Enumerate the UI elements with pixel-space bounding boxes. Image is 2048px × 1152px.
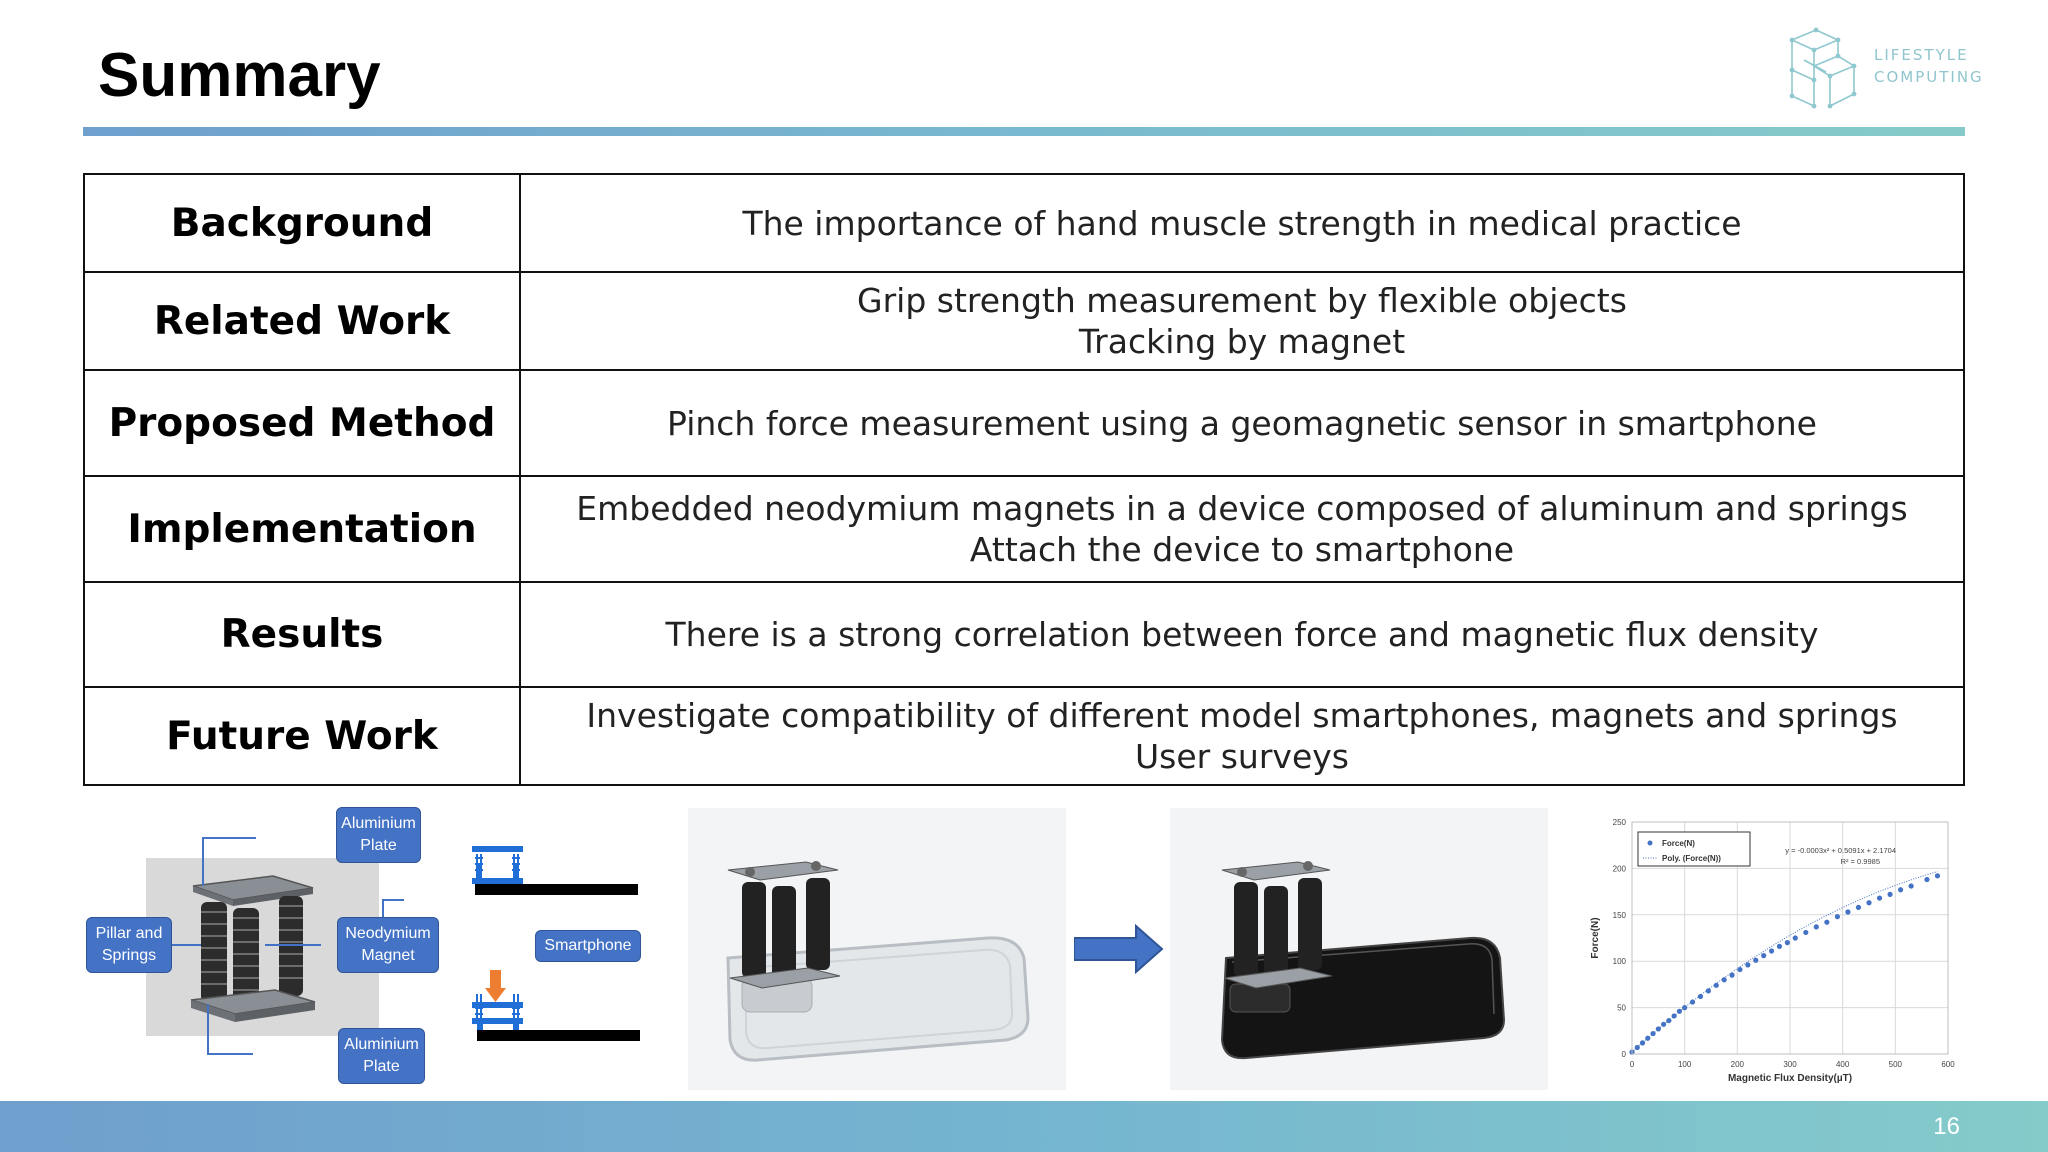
data-point: [1645, 1036, 1650, 1041]
aluminium-plate-top-label: [336, 807, 421, 863]
description-line: Tracking by magnet: [1078, 322, 1406, 361]
lifestyle-computing-logo: [1782, 26, 1984, 112]
device-diagram: [83, 804, 653, 1090]
data-point: [1682, 1005, 1687, 1010]
row-label: Related Work: [84, 272, 520, 370]
description-line: User surveys: [1135, 737, 1349, 776]
data-point: [1753, 958, 1758, 963]
description-line: Pinch force measurement using a geomagnetic sensor in smartphone: [667, 403, 1817, 443]
table-row-results: [84, 582, 1964, 687]
pillar-springs-label: [86, 917, 172, 973]
chart-equation: y = -0.0003x² + 0.5091x + 2.1704: [1785, 846, 1896, 855]
data-point: [1666, 1018, 1671, 1023]
y-tick-label: 0: [1621, 1050, 1626, 1059]
description-line: There is a strong correlation between force and magnetic flux density: [665, 615, 1819, 654]
x-tick-label: 100: [1677, 1060, 1692, 1069]
table-row-implementation: [84, 476, 1964, 582]
row-description: [520, 174, 1964, 272]
x-tick-label: 200: [1730, 1060, 1745, 1069]
chart-legend: [1638, 832, 1750, 866]
row-description: [520, 476, 1964, 582]
label-line: Plate: [363, 1058, 400, 1075]
table-row-background: [84, 174, 1964, 272]
data-point: [1690, 999, 1695, 1004]
label-line: Aluminium: [344, 1036, 419, 1053]
x-tick-label: 600: [1941, 1060, 1955, 1069]
data-point: [1935, 873, 1940, 878]
data-point: [1866, 900, 1871, 905]
cube-logo-icon: [1782, 26, 1862, 110]
label-line: Pillar and: [95, 925, 163, 942]
chart-r-squared: R² = 0.9985: [1840, 857, 1880, 866]
row-label: Background: [84, 174, 520, 272]
legend-marker: [1648, 841, 1653, 846]
data-point: [1650, 1031, 1655, 1036]
page-number: 16: [1933, 1113, 1960, 1140]
data-point: [1769, 948, 1774, 953]
x-tick-label: 300: [1783, 1060, 1797, 1069]
data-point: [1640, 1040, 1645, 1045]
row-label: Proposed Method: [84, 370, 520, 476]
data-point: [1635, 1045, 1640, 1050]
row-description: [520, 687, 1964, 785]
chart-x-label: Magnetic Flux Density(µT): [1727, 1073, 1853, 1084]
description-line: Grip strength measurement by flexible objects: [857, 281, 1627, 320]
row-label: Future Work: [84, 687, 520, 785]
data-point: [1661, 1022, 1666, 1027]
data-point: [1677, 1009, 1682, 1014]
title-underline: [83, 127, 1965, 136]
row-label: Implementation: [84, 476, 520, 582]
y-tick-label: 250: [1612, 818, 1626, 827]
device-on-phone-photo: [1170, 808, 1548, 1090]
y-tick-label: 200: [1612, 864, 1626, 874]
smartphone-label: [535, 930, 641, 962]
description-line: Attach the device to smartphone: [969, 530, 1515, 569]
description-line: Embedded neodymium magnets in a device composed of aluminum and springs: [576, 489, 1908, 528]
data-point: [1714, 983, 1719, 988]
right-arrow-icon: [1074, 924, 1164, 974]
data-point: [1877, 895, 1882, 900]
data-point: [1706, 988, 1711, 993]
data-point: [1656, 1026, 1661, 1031]
y-tick-label: 100: [1612, 957, 1626, 967]
description-line: The importance of hand muscle strength in medical practice: [742, 203, 1742, 243]
neodymium-magnet-label: [337, 917, 439, 973]
legend-entry: Force(N): [1662, 839, 1695, 848]
logo-wordmark: [1874, 44, 1984, 88]
data-point: [1793, 935, 1798, 940]
data-point: [1737, 967, 1742, 972]
data-point: [1835, 914, 1840, 919]
device-on-phone-photo-icon: [1170, 808, 1548, 1090]
data-point: [1856, 905, 1861, 910]
label-line: Magnet: [361, 947, 415, 964]
data-point: [1803, 930, 1808, 935]
data-point: [1745, 962, 1750, 967]
y-tick-label: 50: [1617, 1003, 1626, 1013]
footer-bar: [0, 1101, 2048, 1152]
label-line: Smartphone: [544, 937, 632, 954]
x-tick-label: 500: [1888, 1060, 1903, 1069]
row-description: [520, 582, 1964, 687]
data-point: [1785, 940, 1790, 945]
data-point: [1909, 883, 1914, 888]
table-row-proposed-method: [84, 370, 1964, 476]
data-point: [1924, 877, 1929, 882]
data-point: [1729, 973, 1734, 978]
force-vs-flux-chart: [1580, 808, 1970, 1090]
device-on-case-photo-icon: [688, 808, 1066, 1090]
label-line: Plate: [360, 837, 397, 854]
data-point: [1672, 1013, 1677, 1018]
row-description: [520, 272, 1964, 370]
legend-entry: Poly. (Force(N)): [1662, 854, 1721, 863]
row-label: Results: [84, 582, 520, 687]
data-point: [1777, 944, 1782, 949]
chart-y-label: Force(N): [1590, 917, 1601, 959]
data-point: [1898, 887, 1903, 892]
data-point: [1845, 909, 1850, 914]
logo-line-1: LIFESTYLE: [1874, 46, 1969, 64]
logo-line-2: COMPUTING: [1874, 68, 1984, 86]
label-line: Aluminium: [341, 815, 416, 832]
table-row-future-work: [84, 687, 1964, 785]
x-tick-label: 0: [1629, 1060, 1635, 1069]
aluminium-plate-bottom-label: [338, 1028, 425, 1084]
y-tick-label: 150: [1612, 910, 1626, 920]
slide-title: Summary: [98, 41, 381, 110]
label-line: Neodymium: [345, 925, 431, 942]
description-line: Investigate compatibility of different model smartphones, magnets and springs: [586, 696, 1898, 735]
data-point: [1722, 977, 1727, 982]
label-line: Springs: [101, 947, 157, 964]
data-point: [1814, 924, 1819, 929]
table-row-related-work: [84, 272, 1964, 370]
summary-table: [83, 173, 1965, 786]
device-on-case-photo: [688, 808, 1066, 1090]
data-point: [1887, 892, 1892, 897]
data-point: [1698, 994, 1703, 999]
data-point: [1761, 953, 1766, 958]
data-point: [1824, 920, 1829, 925]
row-description: [520, 370, 1964, 476]
x-tick-label: 400: [1835, 1060, 1850, 1069]
